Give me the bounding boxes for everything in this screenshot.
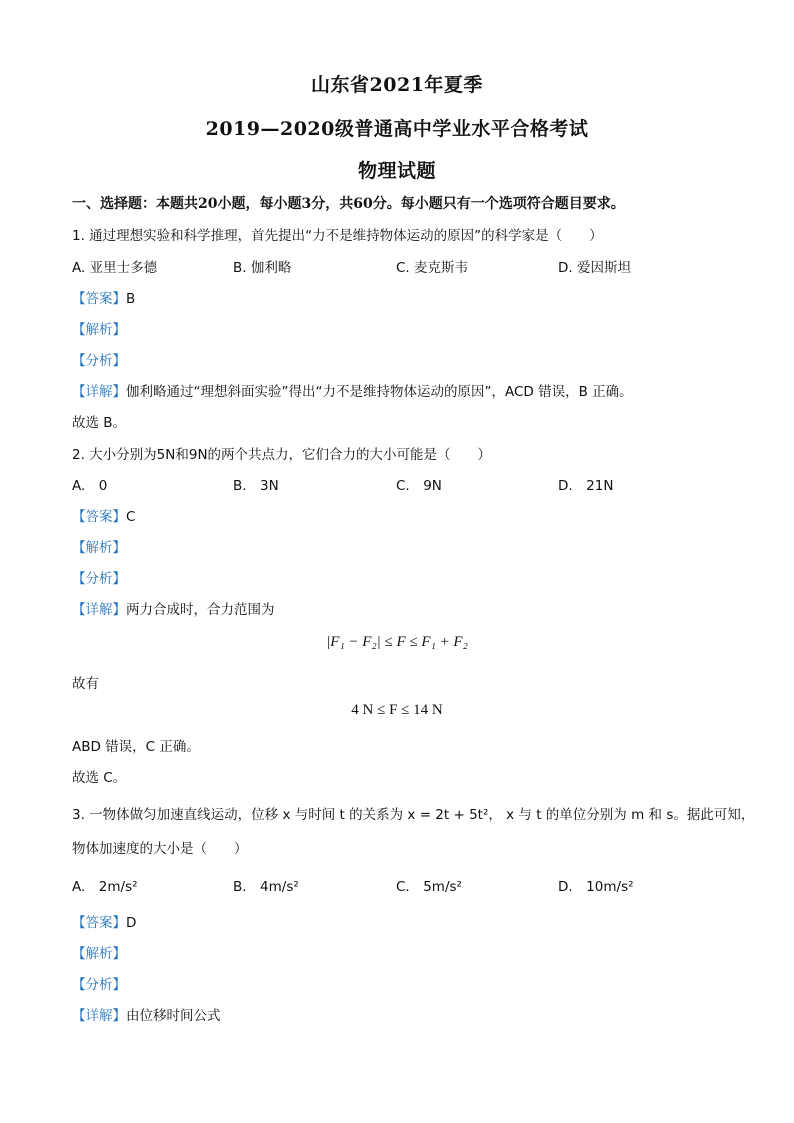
answer-value: C [126, 509, 136, 525]
q1-fenxi-tag: 【分析】 [72, 353, 126, 369]
detail-text: 伽利略通过“理想斜面实验”得出“力不是维持物体运动的原因”，ACD 错误，B 正确。 [126, 384, 633, 400]
q1-detail [72, 380, 633, 400]
q2-conclusion: 故选 C。 [72, 770, 127, 786]
q3-analysis-tag: 【解析】 [72, 946, 126, 962]
q1-stem: 1. 通过理想实验和科学推理，首先提出“力不是维持物体运动的原因”的科学家是（ ） [72, 228, 603, 244]
q2-option-a: A. 0 [72, 478, 108, 494]
q2-detail [72, 598, 275, 618]
q2-stem: 2. 大小分别为5N和9N的两个共点力，它们合力的大小可能是（ ） [72, 447, 492, 463]
answer-tag: 【答案】 [72, 915, 126, 931]
q1-option-b: B. 伽利略 [233, 260, 292, 276]
q3-stem-line1: 3. 一物体做匀加速直线运动，位移 x 与时间 t 的关系为 x = 2t + 5t²， x 与 t 的单位分别为 m 和 s。据此可知， [72, 807, 755, 823]
detail-tag: 【详解】 [72, 384, 126, 400]
q3-fenxi-tag: 【分析】 [72, 977, 126, 993]
q2-result: ABD 错误，C 正确。 [72, 739, 200, 755]
q1-analysis-tag: 【解析】 [72, 322, 126, 338]
q1-option-d: D. 爱因斯坦 [558, 260, 631, 276]
q3-detail [72, 1004, 221, 1024]
exam-title-line1: 山东省2021年夏季 [311, 74, 483, 96]
q2-answer [72, 505, 135, 525]
q2-option-d: D. 21N [558, 478, 614, 494]
detail-tag: 【详解】 [72, 1008, 126, 1024]
q2-option-b: B. 3N [233, 478, 279, 494]
q3-option-a: A. 2m/s² [72, 879, 138, 895]
q3-option-b: B. 4m/s² [233, 879, 299, 895]
q2-formula-range: |F₁ − F₂| ≤ F ≤ F₁ + F₂ [326, 634, 468, 650]
answer-tag: 【答案】 [72, 509, 126, 525]
section-heading: 一、选择题：本题共20小题，每小题3分，共60分。每小题只有一个选项符合题目要求。 [72, 196, 625, 212]
q1-option-c: C. 麦克斯韦 [396, 260, 469, 276]
detail-tag: 【详解】 [72, 602, 126, 618]
q1-answer [72, 287, 135, 307]
q2-therefore: 故有 [72, 676, 99, 692]
q2-fenxi-tag: 【分析】 [72, 571, 126, 587]
q3-answer [72, 911, 136, 931]
q3-option-c: C. 5m/s² [396, 879, 462, 895]
q1-conclusion: 故选 B。 [72, 415, 127, 431]
detail-text: 两力合成时，合力范围为 [126, 602, 275, 618]
q3-option-d: D. 10m/s² [558, 879, 634, 895]
exam-title-line3: 物理试题 [357, 160, 436, 182]
detail-text: 由位移时间公式 [126, 1008, 221, 1024]
q2-option-c: C. 9N [396, 478, 442, 494]
answer-tag: 【答案】 [72, 291, 126, 307]
answer-value: B [126, 291, 136, 307]
answer-value: D [126, 915, 137, 931]
exam-title-line2: 2019—2020级普通高中学业水平合格考试 [205, 118, 589, 140]
q2-analysis-tag: 【解析】 [72, 540, 126, 556]
q2-formula-result: 4 N ≤ F ≤ 14 N [351, 702, 443, 718]
q1-option-a: A. 亚里士多德 [72, 260, 158, 276]
q3-stem-line2: 物体加速度的大小是（ ） [72, 841, 248, 857]
